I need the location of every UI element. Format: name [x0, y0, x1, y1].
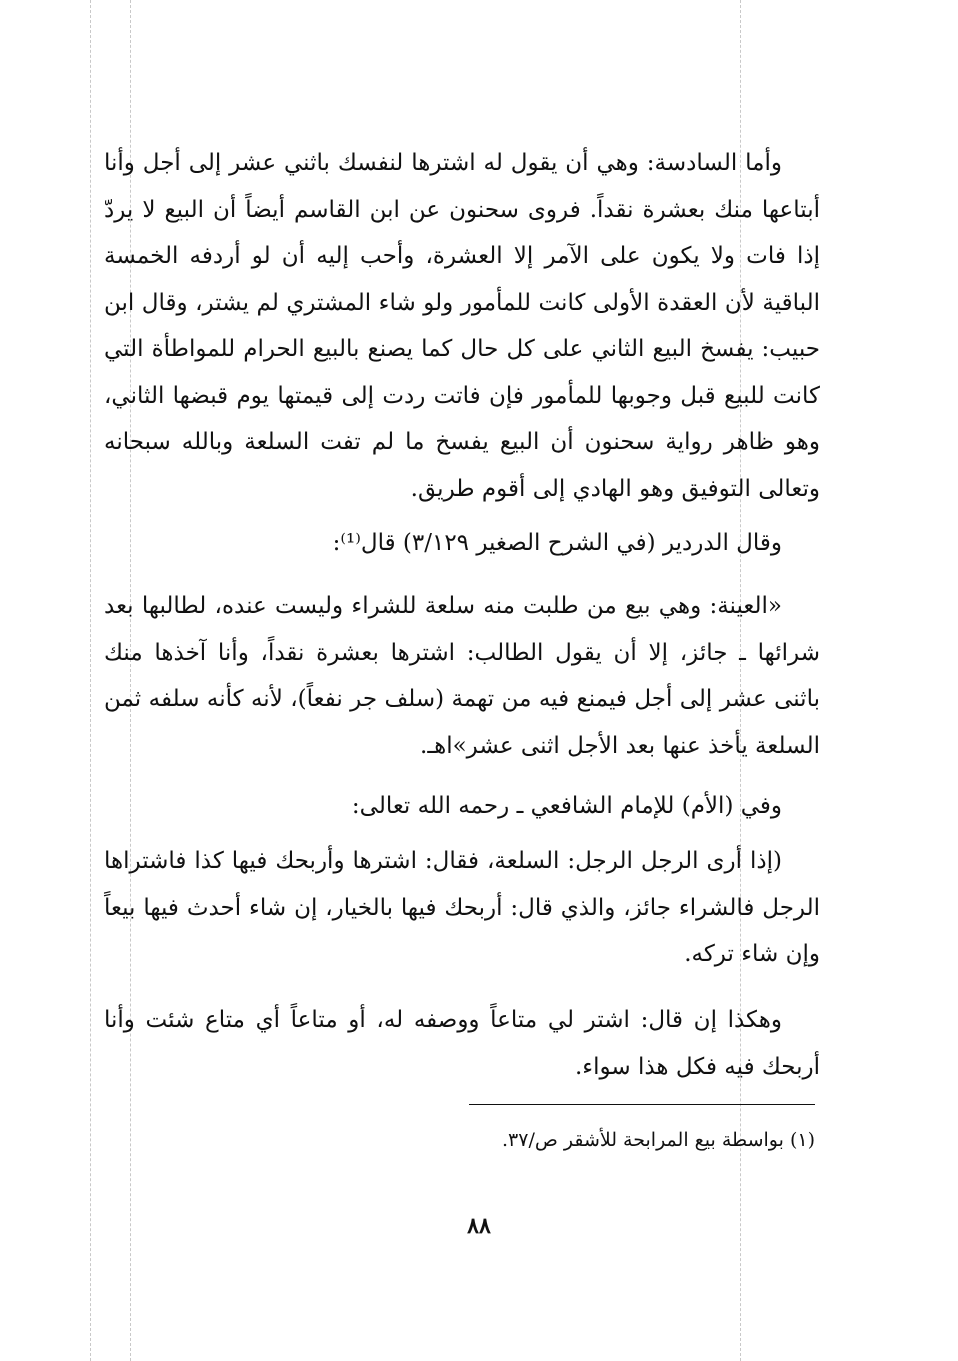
- footnote-divider: [469, 1104, 815, 1105]
- paragraph-conclusion: وهكذا إن قال: اشتر لي متاعاً ووصفه له، أو متاعاً أي متاع شئت وأنا أربحك فيه فكل هذا سواء.: [104, 1007, 820, 1080]
- paragraph-umm-intro: وفي (الأم) للإمام الشافعي ـ رحمه الله تعالى:: [351, 793, 782, 819]
- paragraph-inah-quote: «العينة: وهي بيع من طلبت منه سلعة للشراء وليست عنده، لطالبها بعد شرائها ـ جائز، إلا أن يقول الطالب: اشترها بعشرة نقداً، وأنا آخذها منك باثنى عشر إلى أجل فيمنع فيه من تهمة (سلف جر نفعاً)، لأنه كأنه سلفه ثمن السلعة يأخذ عنها بعد الأجل اثنى عشر»اهـ.: [104, 593, 820, 759]
- paragraph-sixth-case: وأما السادسة: وهي أن يقول له اشترها لنفسك باثني عشر إلى أجل وأنا أبتاعها منك بعشرة نقداً. فروى سحنون عن ابن القاسم أيضاً أن البيع لا يردّ إذا فات ولا يكون على الآمر إلا العشرة، وأحب إليه أن لو أردفه الخمسة الباقية لأن العقدة الأولى كانت للمأمور ولو شاء المشتري لم يشتر، وقال ابن حبيب: يفسخ البيع الثاني على كل حال كما يصنع بالبيع الحرام للمواطأة التي كانت للبيع قبل وجوبها للمأمور فإن فاتت ردت إلى قيمتها يوم قبضها الثاني، وهو ظاهر رواية سحنون أن البيع يفسخ ما لم تفت السلعة وبالله سبحانه وتعالى التوفيق وهو الهادي إلى أقوم طريق.: [104, 150, 820, 502]
- scan-artifact-line: [90, 0, 91, 1361]
- footnote: (١) بواسطة بيع المرابحة للأشقر ص/٣٧.: [502, 1129, 815, 1151]
- paragraph-shafii-quote: (إذا أرى الرجل الرجل: السلعة، فقال: اشترها وأربحك فيها كذا فاشتراها الرجل فالشراء جائز، والذي قال: أربحك فيها بالخيار، إن شاء أحدث فيها بيعاً وإن شاء تركه.: [104, 848, 820, 967]
- page-number: ٨٨: [467, 1213, 491, 1239]
- paragraph-dardir-intro: وقال الدردير (في الشرح الصغير ٣/١٢٩) قال⁽¹⁾:: [332, 530, 782, 556]
